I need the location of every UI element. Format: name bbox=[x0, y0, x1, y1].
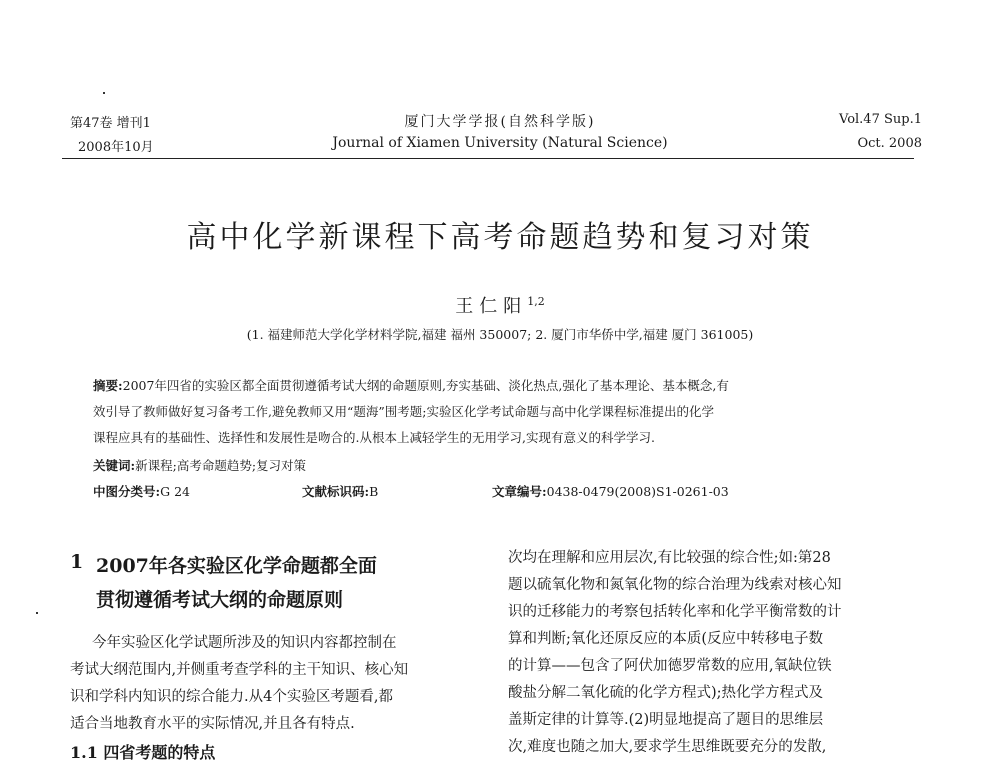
author-affiliation-marks: 1,2 bbox=[527, 295, 545, 308]
right-line-4: 算和判断;氧化还原反应的本质(反应中转移电子数 bbox=[508, 631, 824, 647]
article-number-label: 文章编号: bbox=[492, 484, 547, 499]
clc-label: 中图分类号: bbox=[93, 484, 161, 499]
section-1-title-line-1: 2007年各实验区化学命题都全面 bbox=[96, 555, 377, 577]
section-1-title-line-2: 贯彻遵循考试大纲的命题原则 bbox=[96, 589, 344, 611]
clc-value: G 24 bbox=[160, 484, 190, 499]
right-line-6: 酸盐分解二氧化硫的化学方程式);热化学方程式及 bbox=[508, 685, 824, 701]
left-para-line-3: 识和学科内知识的综合能力.从4个实验区考题看,都 bbox=[70, 689, 393, 705]
keywords-value: 新课程;高考命题趋势;复习对策 bbox=[135, 458, 307, 473]
right-line-7: 盖斯定律的计算等.(2)明显地提高了题目的思维层 bbox=[508, 712, 824, 728]
article-number bbox=[492, 482, 729, 500]
left-para-line-2: 考试大纲范围内,并侧重考查学科的主干知识、核心知 bbox=[70, 662, 409, 678]
publication-date: 2008年10月 bbox=[78, 140, 154, 155]
right-line-5: 的计算——包含了阿伏加德罗常数的应用,氧缺位铁 bbox=[508, 658, 832, 674]
left-para-line-1: 今年实验区化学试题所涉及的知识内容都控制在 bbox=[92, 635, 397, 651]
abstract-label: 摘要: bbox=[93, 378, 123, 393]
header-rule bbox=[62, 158, 914, 159]
subsection-1-1-title: 1.1 四省考题的特点 bbox=[70, 743, 216, 762]
right-line-3: 识的迁移能力的考察包括转化率和化学平衡常数的计 bbox=[508, 604, 842, 620]
journal-name-en: Journal of Xiamen University (Natural Science) bbox=[332, 135, 668, 151]
affiliation: (1. 福建师范大学化学材料学院,福建 福州 350007; 2. 厦门市华侨中学,福建 厦门 361005) bbox=[246, 327, 754, 342]
scan-speck bbox=[36, 612, 38, 614]
author-name: 王仁阳 bbox=[455, 296, 528, 317]
paper-title: 高中化学新课程下高考命题趋势和复习对策 bbox=[186, 220, 814, 255]
doc-code bbox=[302, 482, 378, 500]
left-para-line-4: 适合当地教育水平的实际情况,并且各有特点. bbox=[70, 716, 355, 732]
clc-number bbox=[93, 482, 190, 500]
author bbox=[0, 292, 1000, 318]
article-number-value: 0438-0479(2008)S1-0261-03 bbox=[546, 484, 729, 499]
publication-date-en: Oct. 2008 bbox=[857, 136, 922, 151]
doc-code-label: 文献标识码: bbox=[302, 484, 370, 499]
volume-issue: 第47卷 增刊1 bbox=[70, 116, 151, 131]
section-1-number: 1 bbox=[70, 551, 84, 573]
abstract-line-1 bbox=[93, 376, 729, 394]
right-line-1: 次均在理解和应用层次,有比较强的综合性;如:第28 bbox=[508, 550, 831, 566]
keywords-label: 关键词: bbox=[93, 458, 136, 473]
abstract-line-2: 效引导了教师做好复习备考工作,避免教师又用“题海”围考题;实验区化学考试命题与高中化学课程标准提出的化学 bbox=[93, 404, 714, 419]
right-line-8: 次,难度也随之加大,要求学生思维既要充分的发散, bbox=[508, 739, 827, 755]
volume-issue-en: Vol.47 Sup.1 bbox=[839, 112, 922, 127]
scan-speck bbox=[103, 92, 105, 94]
right-line-2: 题以硫氧化物和氮氧化物的综合治理为线索对核心知 bbox=[508, 577, 842, 593]
doc-code-value: B bbox=[369, 484, 379, 499]
abstract-line-3: 课程应具有的基础性、选择性和发展性是吻合的.从根本上减轻学生的无用学习,实现有意义的科学学习. bbox=[93, 430, 655, 445]
keywords bbox=[93, 456, 306, 474]
abstract-text-1: 2007年四省的实验区都全面贯彻遵循考试大纲的命题原则,夯实基础、淡化热点,强化了基本理论、基本概念,有 bbox=[122, 378, 729, 393]
journal-name-cn: 厦门大学学报(自然科学版) bbox=[404, 114, 596, 130]
